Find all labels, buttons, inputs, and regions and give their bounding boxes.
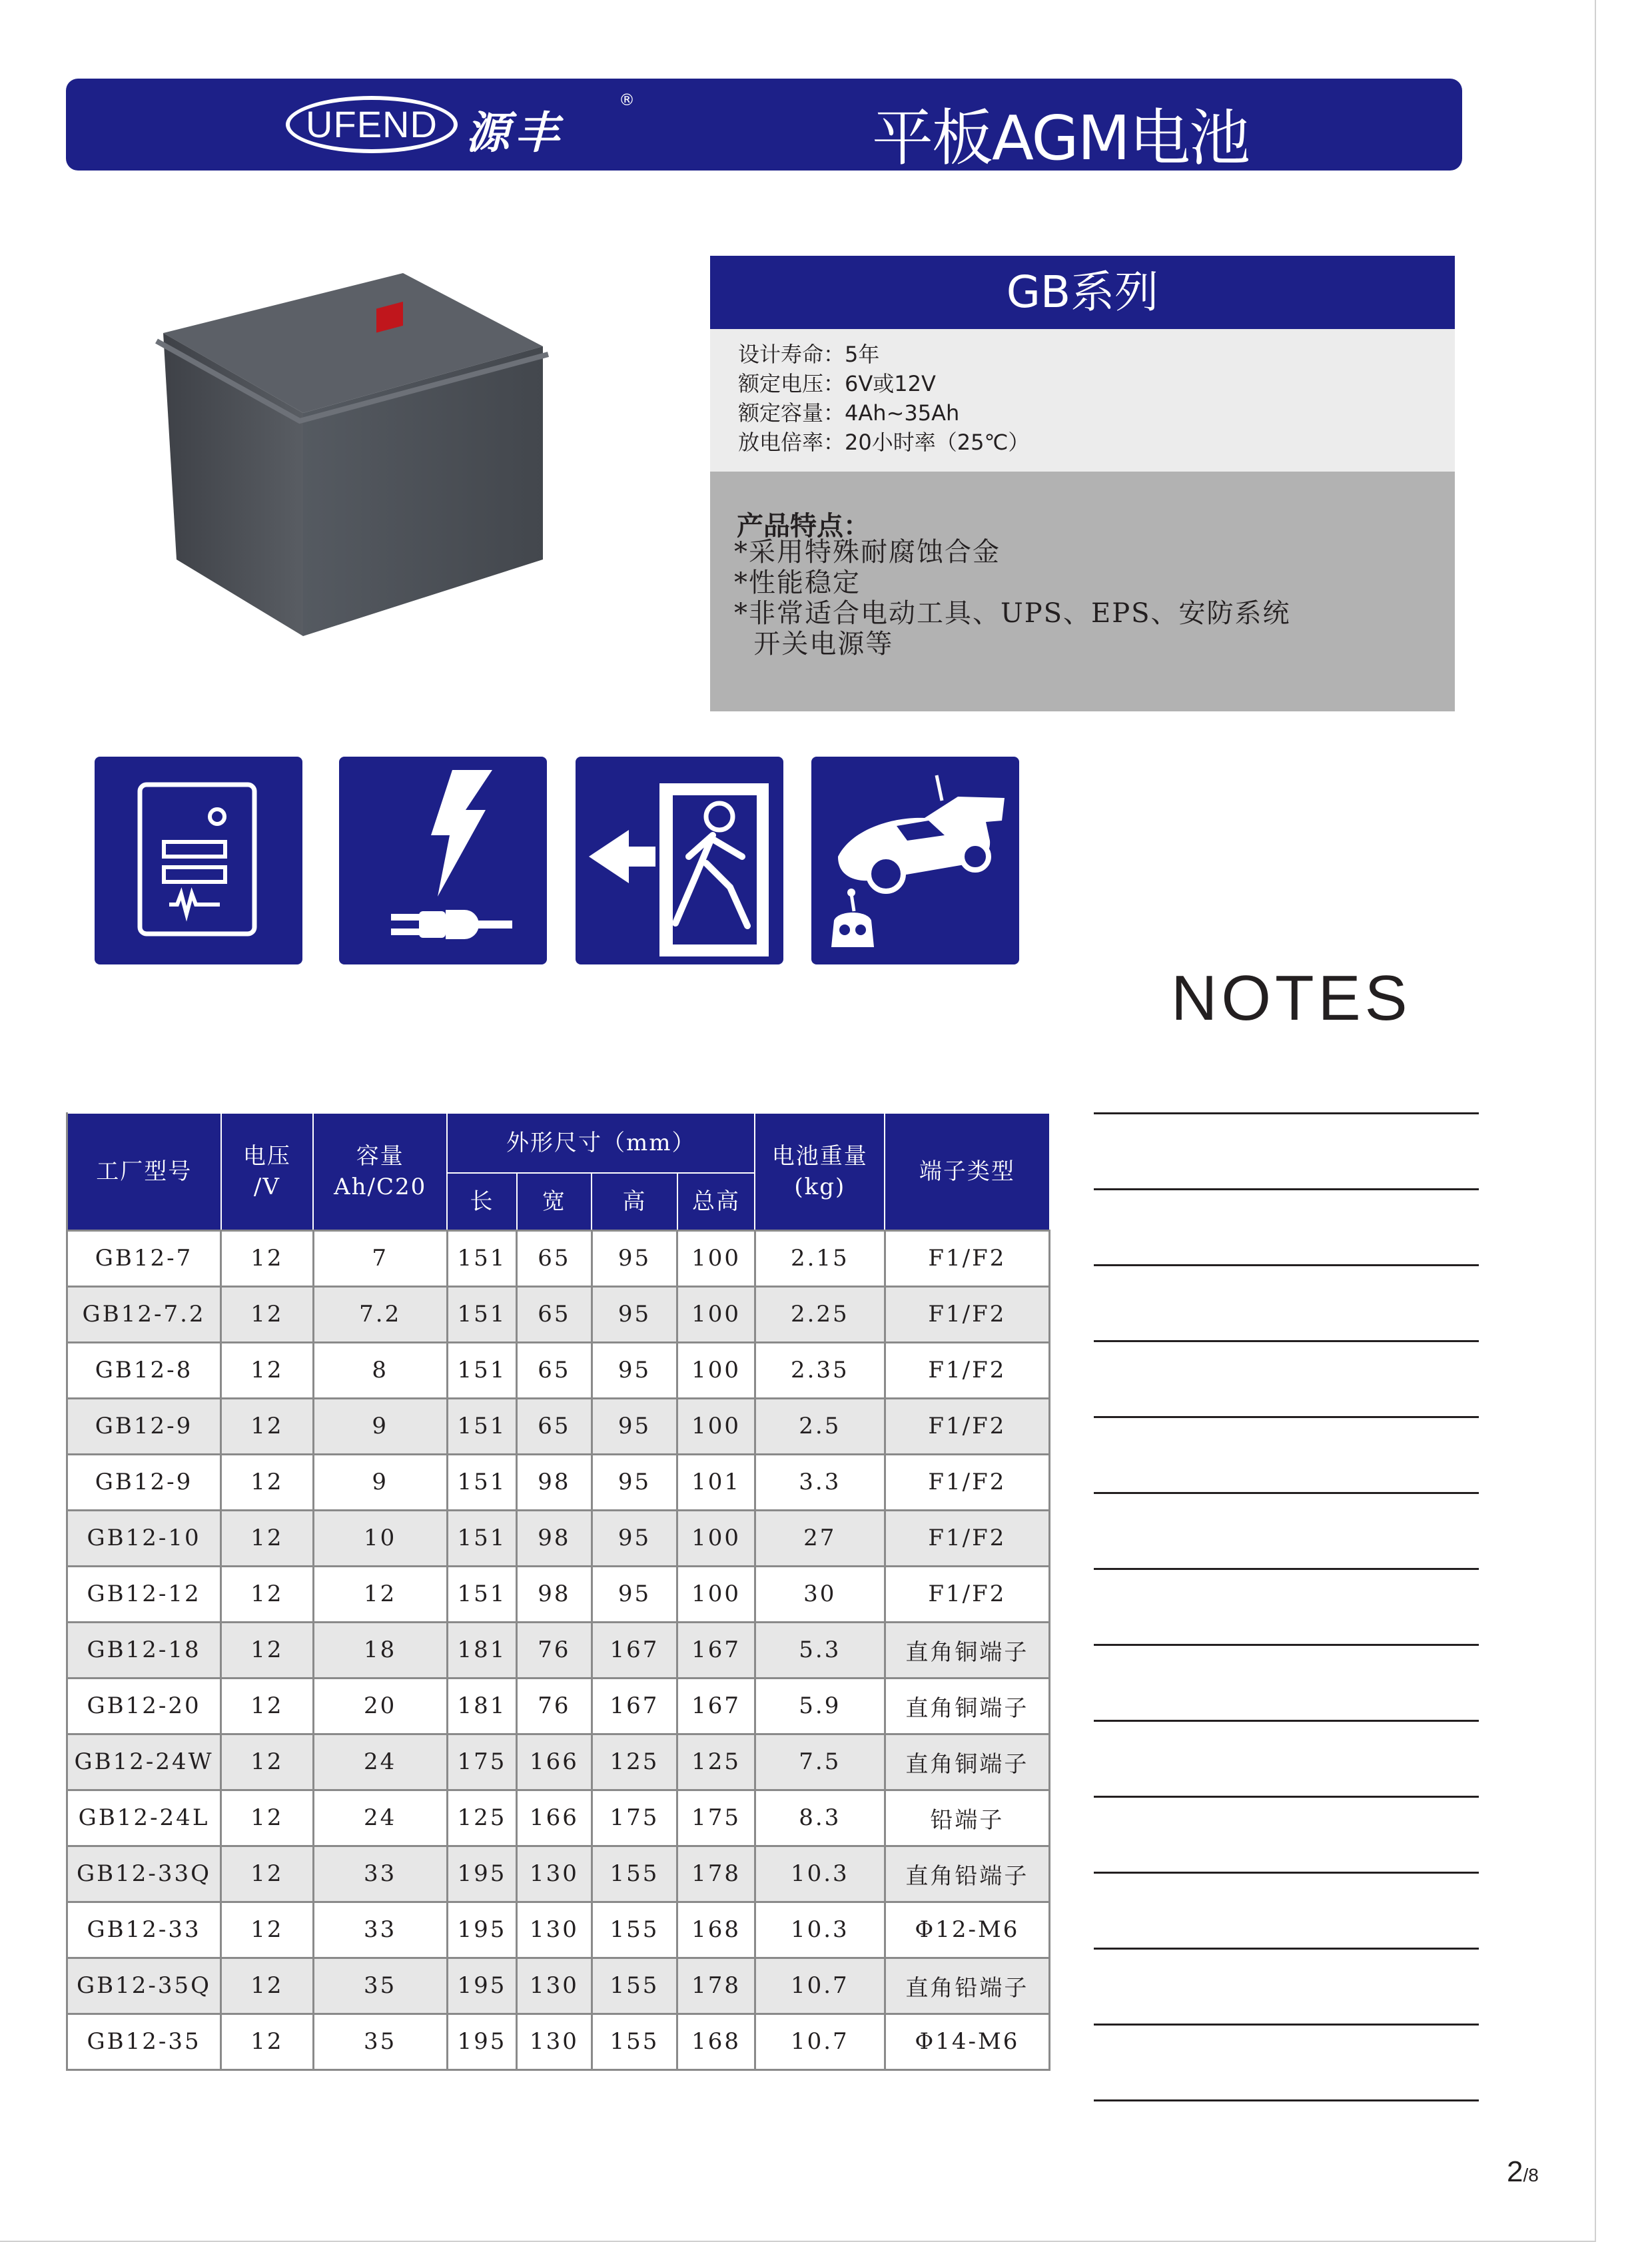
feature-item: *性能稳定 bbox=[734, 567, 861, 598]
features-box bbox=[710, 472, 1455, 711]
cell-length: 151 bbox=[447, 1342, 516, 1398]
spec-row-capacity bbox=[738, 398, 1029, 428]
cell-weight: 30 bbox=[755, 1566, 885, 1622]
cell-terminal: 直角铜端子 bbox=[885, 1678, 1049, 1734]
cell-width: 166 bbox=[517, 1734, 592, 1790]
cell-model: GB12-9 bbox=[67, 1398, 221, 1454]
cell-capacity: 20 bbox=[313, 1678, 447, 1734]
cell-weight: 2.35 bbox=[755, 1342, 885, 1398]
cell-total-height: 175 bbox=[677, 1790, 755, 1846]
lightning-plug-icon bbox=[339, 757, 547, 964]
cell-length: 181 bbox=[447, 1678, 516, 1734]
cell-width: 130 bbox=[517, 1902, 592, 1958]
table-row bbox=[67, 1342, 1050, 1398]
spec-value: 6V或12V bbox=[845, 371, 936, 396]
table-row bbox=[67, 1902, 1050, 1958]
feature-item: 开关电源等 bbox=[734, 629, 894, 659]
spec-list bbox=[738, 340, 1029, 457]
cell-length: 151 bbox=[447, 1398, 516, 1454]
spec-label: 额定电压 bbox=[738, 371, 824, 396]
cell-capacity: 24 bbox=[313, 1734, 447, 1790]
table-row bbox=[67, 1734, 1050, 1790]
cell-capacity: 10 bbox=[313, 1510, 447, 1566]
th-height: 高 bbox=[592, 1173, 677, 1230]
cell-voltage: 12 bbox=[221, 1734, 314, 1790]
note-line bbox=[1094, 1416, 1479, 1418]
table-row bbox=[67, 1510, 1050, 1566]
cell-weight: 2.15 bbox=[755, 1230, 885, 1286]
cell-height: 95 bbox=[592, 1342, 677, 1398]
cell-total-height: 168 bbox=[677, 1902, 755, 1958]
spec-table bbox=[66, 1112, 1050, 2071]
cell-height: 167 bbox=[592, 1622, 677, 1678]
cell-weight: 5.9 bbox=[755, 1678, 885, 1734]
cell-length: 195 bbox=[447, 2014, 516, 2069]
cell-voltage: 12 bbox=[221, 1230, 314, 1286]
spec-row-life bbox=[738, 340, 1029, 369]
note-line bbox=[1094, 1948, 1479, 1950]
cell-total-height: 125 bbox=[677, 1734, 755, 1790]
note-line bbox=[1094, 1796, 1479, 1798]
cell-voltage: 12 bbox=[221, 2014, 314, 2069]
cell-total-height: 167 bbox=[677, 1622, 755, 1678]
feature-item: *非常适合电动工具、UPS、EPS、安防系统 bbox=[734, 598, 1291, 629]
cell-total-height: 101 bbox=[677, 1454, 755, 1510]
cell-width: 76 bbox=[517, 1678, 592, 1734]
cell-model: GB12-10 bbox=[67, 1510, 221, 1566]
cell-weight: 5.3 bbox=[755, 1622, 885, 1678]
cell-total-height: 100 bbox=[677, 1342, 755, 1398]
cell-model: GB12-18 bbox=[67, 1622, 221, 1678]
spec-value: 4Ah~35Ah bbox=[845, 400, 960, 426]
table-row bbox=[67, 1230, 1050, 1286]
cell-weight: 2.25 bbox=[755, 1286, 885, 1342]
rc-car-icon bbox=[811, 757, 1019, 964]
cell-voltage: 12 bbox=[221, 1398, 314, 1454]
cell-capacity: 7 bbox=[313, 1230, 447, 1286]
cell-total-height: 100 bbox=[677, 1286, 755, 1342]
cell-length: 151 bbox=[447, 1454, 516, 1510]
series-title: GB系列 bbox=[710, 256, 1455, 329]
cell-weight: 8.3 bbox=[755, 1790, 885, 1846]
cell-width: 65 bbox=[517, 1286, 592, 1342]
note-line bbox=[1094, 1340, 1479, 1342]
cell-terminal: 直角铜端子 bbox=[885, 1734, 1049, 1790]
spec-separator: ： bbox=[823, 400, 845, 426]
registered-mark: ® bbox=[619, 91, 635, 109]
cell-height: 95 bbox=[592, 1230, 677, 1286]
logo-text: UFEND bbox=[306, 103, 438, 145]
cell-capacity: 35 bbox=[313, 1958, 447, 2014]
features-list bbox=[734, 537, 1291, 659]
th-weight: 电池重量 (kg) bbox=[755, 1113, 885, 1230]
cell-voltage: 12 bbox=[221, 1566, 314, 1622]
note-line bbox=[1094, 1568, 1479, 1570]
cell-total-height: 168 bbox=[677, 2014, 755, 2069]
cell-model: GB12-12 bbox=[67, 1566, 221, 1622]
cell-height: 175 bbox=[592, 1790, 677, 1846]
brand-logo bbox=[286, 91, 635, 159]
th-total-height: 总高 bbox=[677, 1173, 755, 1230]
cell-height: 95 bbox=[592, 1566, 677, 1622]
features-title: 产品特点： bbox=[737, 511, 870, 542]
table-row bbox=[67, 1678, 1050, 1734]
cell-width: 76 bbox=[517, 1622, 592, 1678]
cell-capacity: 7.2 bbox=[313, 1286, 447, 1342]
cell-terminal: Φ14-M6 bbox=[885, 2014, 1049, 2069]
cell-voltage: 12 bbox=[221, 1454, 314, 1510]
cell-voltage: 12 bbox=[221, 1286, 314, 1342]
cell-height: 155 bbox=[592, 1846, 677, 1902]
cell-weight: 10.3 bbox=[755, 1902, 885, 1958]
cell-capacity: 35 bbox=[313, 2014, 447, 2069]
cell-capacity: 33 bbox=[313, 1846, 447, 1902]
cell-height: 95 bbox=[592, 1510, 677, 1566]
cell-voltage: 12 bbox=[221, 1958, 314, 2014]
cell-model: GB12-35 bbox=[67, 2014, 221, 2069]
spec-row-discharge bbox=[738, 428, 1029, 457]
cell-width: 98 bbox=[517, 1566, 592, 1622]
cell-total-height: 100 bbox=[677, 1398, 755, 1454]
cell-length: 195 bbox=[447, 1958, 516, 2014]
spec-label: 设计寿命 bbox=[738, 342, 824, 367]
note-line bbox=[1094, 2024, 1479, 2026]
cell-model: GB12-33 bbox=[67, 1902, 221, 1958]
cell-total-height: 100 bbox=[677, 1510, 755, 1566]
cell-length: 151 bbox=[447, 1230, 516, 1286]
cell-terminal: 直角铜端子 bbox=[885, 1622, 1049, 1678]
cell-length: 151 bbox=[447, 1510, 516, 1566]
cell-total-height: 178 bbox=[677, 1846, 755, 1902]
cell-capacity: 24 bbox=[313, 1790, 447, 1846]
header-bar bbox=[66, 79, 1462, 174]
cell-terminal: F1/F2 bbox=[885, 1230, 1049, 1286]
cell-width: 65 bbox=[517, 1398, 592, 1454]
cell-model: GB12-20 bbox=[67, 1678, 221, 1734]
cell-height: 167 bbox=[592, 1678, 677, 1734]
cell-height: 95 bbox=[592, 1454, 677, 1510]
spec-separator: ： bbox=[823, 371, 845, 396]
cell-width: 166 bbox=[517, 1790, 592, 1846]
emergency-exit-icon bbox=[576, 757, 783, 964]
cell-capacity: 18 bbox=[313, 1622, 447, 1678]
cell-width: 65 bbox=[517, 1230, 592, 1286]
cell-height: 155 bbox=[592, 1958, 677, 2014]
table-row bbox=[67, 1790, 1050, 1846]
cell-total-height: 100 bbox=[677, 1230, 755, 1286]
medical-monitor-icon bbox=[95, 757, 302, 964]
note-line bbox=[1094, 1264, 1479, 1266]
logo-chinese: 源丰 bbox=[466, 107, 564, 159]
cell-terminal: Φ12-M6 bbox=[885, 1902, 1049, 1958]
table-row bbox=[67, 1286, 1050, 1342]
cell-capacity: 12 bbox=[313, 1566, 447, 1622]
cell-voltage: 12 bbox=[221, 1902, 314, 1958]
note-line bbox=[1094, 2099, 1479, 2101]
cell-width: 98 bbox=[517, 1454, 592, 1510]
cell-weight: 10.3 bbox=[755, 1846, 885, 1902]
note-line bbox=[1094, 1112, 1479, 1114]
cell-length: 195 bbox=[447, 1846, 516, 1902]
page-number bbox=[1507, 2155, 1539, 2189]
spec-separator: ： bbox=[823, 342, 845, 367]
th-model: 工厂型号 bbox=[67, 1113, 221, 1230]
th-voltage: 电压 /V bbox=[221, 1113, 314, 1230]
page-current: 2 bbox=[1507, 2155, 1523, 2188]
cell-length: 181 bbox=[447, 1622, 516, 1678]
cell-height: 95 bbox=[592, 1286, 677, 1342]
spec-row-voltage bbox=[738, 369, 1029, 398]
cell-total-height: 167 bbox=[677, 1678, 755, 1734]
cell-terminal: F1/F2 bbox=[885, 1342, 1049, 1398]
cell-weight: 3.3 bbox=[755, 1454, 885, 1510]
cell-voltage: 12 bbox=[221, 1510, 314, 1566]
cell-weight: 2.5 bbox=[755, 1398, 885, 1454]
spec-label: 额定容量 bbox=[738, 400, 824, 426]
cell-capacity: 8 bbox=[313, 1342, 447, 1398]
note-line bbox=[1094, 1644, 1479, 1646]
cell-weight: 10.7 bbox=[755, 2014, 885, 2069]
cell-terminal: F1/F2 bbox=[885, 1510, 1049, 1566]
battery-photo bbox=[137, 273, 610, 646]
cell-capacity: 33 bbox=[313, 1902, 447, 1958]
spec-separator: ： bbox=[823, 430, 845, 455]
spec-value: 5年 bbox=[845, 342, 880, 367]
cell-model: GB12-24L bbox=[67, 1790, 221, 1846]
table-row bbox=[67, 1398, 1050, 1454]
cell-terminal: 直角铅端子 bbox=[885, 1846, 1049, 1902]
table-row bbox=[67, 2014, 1050, 2069]
table-row bbox=[67, 1566, 1050, 1622]
cell-height: 155 bbox=[592, 1902, 677, 1958]
cell-model: GB12-24W bbox=[67, 1734, 221, 1790]
cell-terminal: F1/F2 bbox=[885, 1566, 1049, 1622]
page-title: 平板AGM电池 bbox=[872, 103, 1249, 174]
cell-width: 130 bbox=[517, 1958, 592, 2014]
cell-model: GB12-7.2 bbox=[67, 1286, 221, 1342]
cell-width: 65 bbox=[517, 1342, 592, 1398]
cell-voltage: 12 bbox=[221, 1342, 314, 1398]
spec-box bbox=[710, 329, 1455, 472]
cell-terminal: F1/F2 bbox=[885, 1398, 1049, 1454]
cell-capacity: 9 bbox=[313, 1454, 447, 1510]
cell-width: 130 bbox=[517, 1846, 592, 1902]
cell-weight: 10.7 bbox=[755, 1958, 885, 2014]
cell-width: 98 bbox=[517, 1510, 592, 1566]
cell-model: GB12-7 bbox=[67, 1230, 221, 1286]
spec-value: 20小时率（25℃） bbox=[845, 430, 1030, 455]
cell-width: 130 bbox=[517, 2014, 592, 2069]
cell-height: 95 bbox=[592, 1398, 677, 1454]
cell-total-height: 178 bbox=[677, 1958, 755, 2014]
cell-model: GB12-9 bbox=[67, 1454, 221, 1510]
cell-height: 155 bbox=[592, 2014, 677, 2069]
table-row bbox=[67, 1454, 1050, 1510]
cell-model: GB12-35Q bbox=[67, 1958, 221, 2014]
cell-height: 125 bbox=[592, 1734, 677, 1790]
table-row bbox=[67, 1622, 1050, 1678]
cell-voltage: 12 bbox=[221, 1846, 314, 1902]
cell-length: 151 bbox=[447, 1566, 516, 1622]
cell-length: 151 bbox=[447, 1286, 516, 1342]
cell-length: 195 bbox=[447, 1902, 516, 1958]
th-dimensions: 外形尺寸（mm） bbox=[447, 1113, 755, 1173]
cell-length: 125 bbox=[447, 1790, 516, 1846]
cell-total-height: 100 bbox=[677, 1566, 755, 1622]
feature-item: *采用特殊耐腐蚀合金 bbox=[734, 537, 1001, 567]
cell-weight: 7.5 bbox=[755, 1734, 885, 1790]
notes-title: NOTES bbox=[1171, 962, 1412, 1034]
th-length: 长 bbox=[447, 1173, 516, 1230]
cell-terminal: F1/F2 bbox=[885, 1286, 1049, 1342]
cell-voltage: 12 bbox=[221, 1622, 314, 1678]
cell-terminal: F1/F2 bbox=[885, 1454, 1049, 1510]
note-line bbox=[1094, 1492, 1479, 1494]
th-width: 宽 bbox=[517, 1173, 592, 1230]
cell-capacity: 9 bbox=[313, 1398, 447, 1454]
table-body bbox=[67, 1230, 1050, 2069]
th-capacity: 容量 Ah/C20 bbox=[313, 1113, 447, 1230]
th-terminal: 端子类型 bbox=[885, 1113, 1049, 1230]
table-row bbox=[67, 1958, 1050, 2014]
cell-length: 175 bbox=[447, 1734, 516, 1790]
table-row bbox=[67, 1846, 1050, 1902]
spec-label: 放电倍率 bbox=[738, 430, 824, 455]
note-line bbox=[1094, 1872, 1479, 1874]
page-total: /8 bbox=[1523, 2165, 1539, 2185]
cell-voltage: 12 bbox=[221, 1678, 314, 1734]
note-line bbox=[1094, 1188, 1479, 1190]
cell-terminal: 铅端子 bbox=[885, 1790, 1049, 1846]
cell-weight: 27 bbox=[755, 1510, 885, 1566]
cell-model: GB12-33Q bbox=[67, 1846, 221, 1902]
note-line bbox=[1094, 1720, 1479, 1722]
cell-terminal: 直角铅端子 bbox=[885, 1958, 1049, 2014]
cell-model: GB12-8 bbox=[67, 1342, 221, 1398]
cell-voltage: 12 bbox=[221, 1790, 314, 1846]
